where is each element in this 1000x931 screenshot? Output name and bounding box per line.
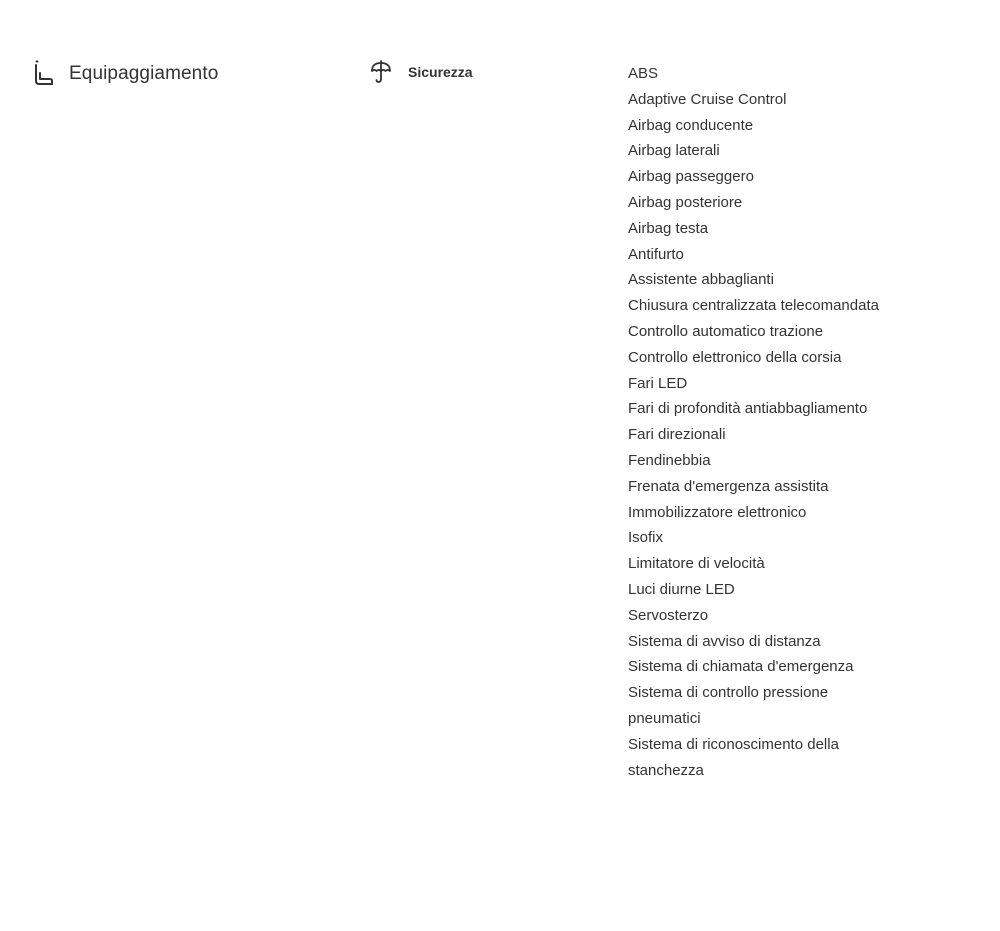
feature-item: Fari di profondità antiabbagliamento xyxy=(628,400,868,418)
feature-item: Isofix xyxy=(628,529,664,547)
feature-item: Airbag conducente xyxy=(628,116,754,134)
umbrella-icon xyxy=(370,60,392,84)
feature-item: Fari direzionali xyxy=(628,426,726,444)
feature-item: Fari LED xyxy=(628,374,688,392)
feature-item: Immobilizzatore elettronico xyxy=(628,503,807,521)
feature-item: Sistema di controllo pressione pneumatici xyxy=(628,684,829,727)
feature-item: Airbag laterali xyxy=(628,142,720,160)
feature-item: Servosterzo xyxy=(628,606,709,624)
feature-item: Airbag testa xyxy=(628,219,709,237)
feature-item: Adaptive Cruise Control xyxy=(628,90,787,108)
feature-item: Sistema di chiamata d'emergenza xyxy=(628,658,854,676)
feature-item: Controllo automatico trazione xyxy=(628,322,824,340)
feature-item: Airbag posteriore xyxy=(628,193,743,211)
feature-item: Frenata d'emergenza assistita xyxy=(628,477,829,495)
section-title: Equipaggiamento xyxy=(69,63,219,84)
car-seat-icon xyxy=(30,60,56,88)
feature-item: Assistente abbaglianti xyxy=(628,271,774,289)
feature-item: Luci diurne LED xyxy=(628,580,735,598)
feature-item: Chiusura centralizzata telecomandata xyxy=(628,297,879,315)
category-safety xyxy=(370,60,473,84)
feature-item: Sistema di riconoscimento della stanchezza xyxy=(628,735,839,779)
feature-item: Sistema di avviso di distanza xyxy=(628,632,821,650)
feature-item: Airbag passeggero xyxy=(628,168,754,186)
equipment-section-header xyxy=(30,60,218,88)
category-title: Sicurezza xyxy=(408,64,473,80)
feature-list xyxy=(628,61,888,783)
feature-item: ABS xyxy=(628,65,659,82)
feature-item: Limitatore di velocità xyxy=(628,555,765,573)
feature-item: Antifurto xyxy=(628,245,684,263)
feature-item: Fendinebbia xyxy=(628,451,711,469)
feature-item: Controllo elettronico della corsia xyxy=(628,348,842,366)
